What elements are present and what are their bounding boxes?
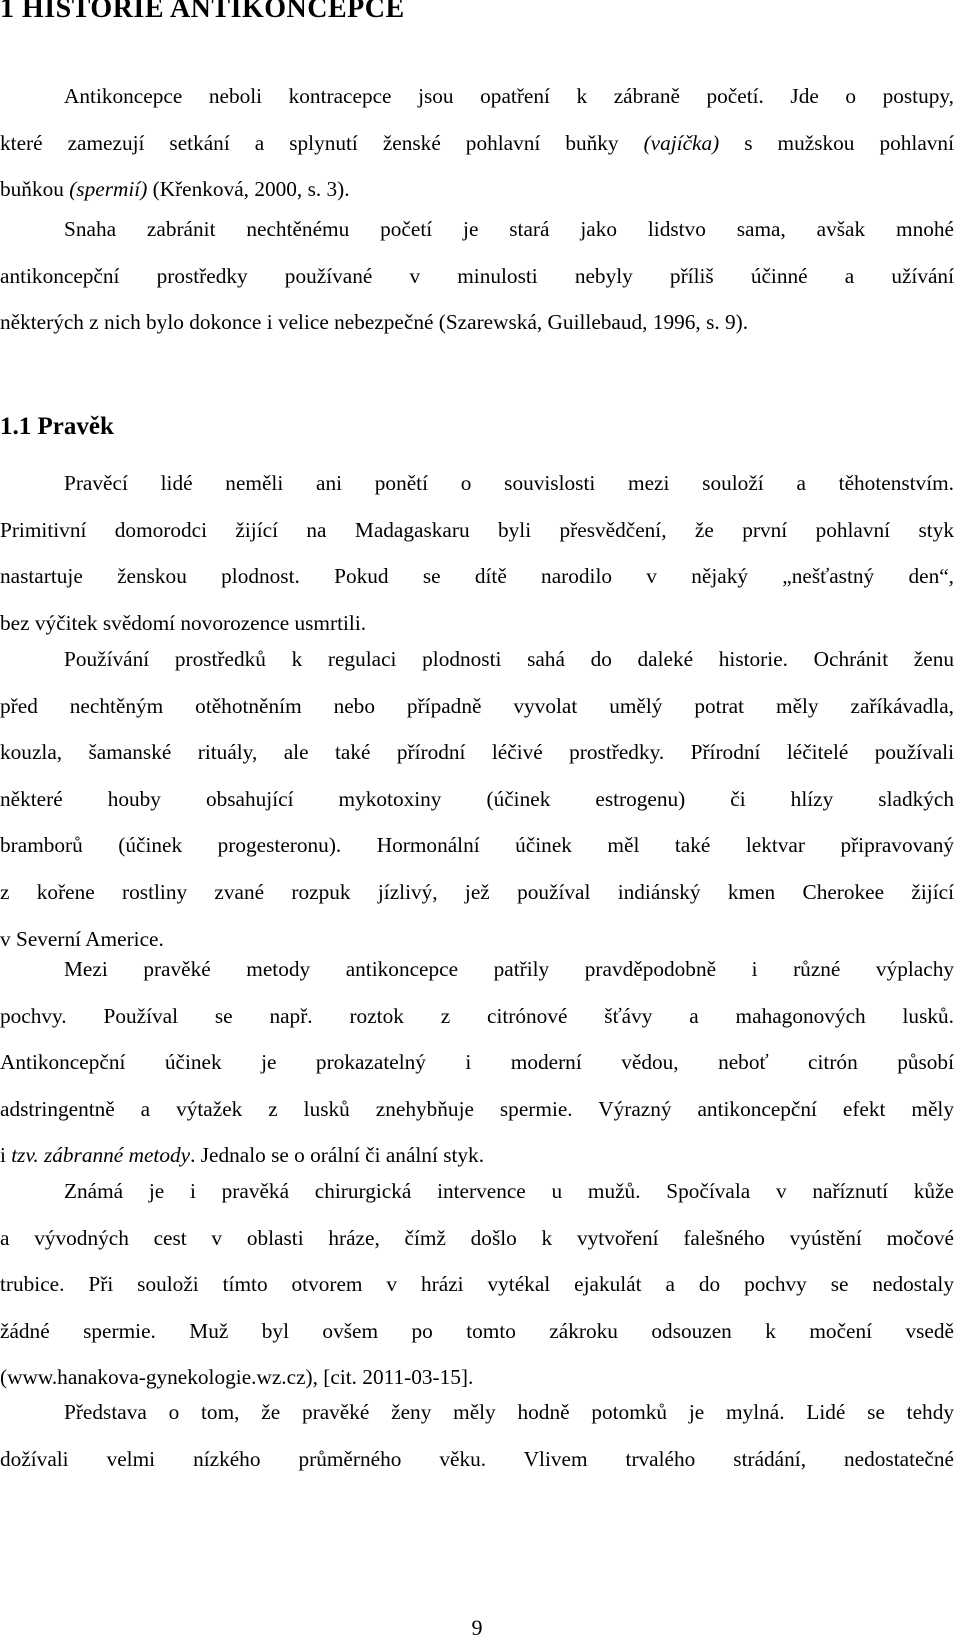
text-line: buňkou (spermií) (Křenková, 2000, s. 3). [0,177,350,202]
text-line: nastartuje ženskou plodnost. Pokud se dítě narodilo v nějaký „nešťastný den“, [0,564,954,589]
page-number: 9 [471,1615,483,1640]
text-line: bez výčitek svědomí novorozence usmrtili. [0,610,367,635]
paragraph-history-intro [0,206,954,346]
text-line: a vývodných cest v oblasti hráze, čímž došlo k vytvoření falešného vyústění močové [0,1225,954,1250]
text-line: trubice. Při souloži tímto otvorem v hrázi vytékal ejakulát a do pochvy se nedostaly [0,1272,954,1297]
text-line: Snaha zabránit nechtěnému početí je stará jako lidstvo sama, avšak mnohé [64,217,954,241]
text-line: kouzla, šamanské rituály, ale také přírodní léčivé prostředky. Přírodní léčitelé používali [0,740,954,765]
text-line: i tzv. zábranné metody. Jednalo se o orální či anální styk. [0,1143,485,1168]
text-line: některých z nich bylo dokonce i velice nebezpečné (Szarewská, Guillebaud, 1996, s. 9). [0,310,749,335]
text-line: bramborů (účinek progesteronu). Hormonální účinek měl také lektvar připravovaný [0,833,954,858]
chapter-heading: 1 HISTORIE ANTIKONCEPCE [0,0,405,24]
text-line: pochvy. Používal se např. roztok z citrónové šťávy a mahagonových lusků. [0,1003,954,1028]
text-line: žádné spermie. Muž byl ovšem po tomto zákroku odsouzen k močení vsedě [0,1318,954,1343]
text-line: Známá je i pravěká chirurgická intervence u mužů. Spočívala v naříznutí kůže [64,1179,954,1203]
text-line: (www.hanakova-gynekologie.wz.cz), [cit. 2011-03-15]. [0,1365,474,1390]
paragraph-prehistoric-women [0,1389,954,1482]
text-line: Představa o tom, že pravěké ženy měly hodně potomků je mylná. Lidé se tehdy [64,1400,954,1424]
text-line: Antikoncepce neboli kontracepce jsou opatření k zábraně početí. Jde o postupy, [64,84,954,108]
text-line: z kořene rostliny zvané rozpuk jízlivý, jež používal indiánský kmen Cherokee žijící [0,879,954,904]
paragraph-surgical-intervention [0,1168,954,1401]
text-line: Mezi pravěké metody antikoncepce patřily pravděpodobně i různé výplachy [64,957,954,981]
text-line: které zamezují setkání a splynutí ženské pohlavní buňky (vajíčka) s mužskou pohlavní [0,130,954,155]
text-line: adstringentně a výtažek z lusků znehybňuje spermie. Výrazný antikoncepční efekt měly [0,1096,954,1121]
text-line: dožívali velmi nízkého průměrného věku. Vlivem trvalého strádání, nedostatečné [0,1446,954,1471]
text-line: před nechtěným otěhotněním nebo případně vyvolat umělý potrat měly zaříkávadla, [0,693,954,718]
text-line: některé houby obsahující mykotoxiny (účinek estrogenu) či hlízy sladkých [0,786,954,811]
section-heading: 1.1 Pravěk [0,413,114,440]
paragraph-definition [0,73,954,213]
text-line: Antikoncepční účinek je prokazatelný i moderní vědou, neboť citrón působí [0,1050,954,1075]
paragraph-rinses [0,946,954,1179]
text-line: antikoncepční prostředky používané v minulosti nebyly příliš účinné a užívání [0,263,954,288]
text-line: Pravěcí lidé neměli ani ponětí o souvislosti mezi souloží a těhotenstvím. [64,471,954,495]
paragraph-natural-remedies [0,636,954,962]
text-line: Primitivní domorodci žijící na Madagaskaru byli přesvědčení, že první pohlavní styk [0,517,954,542]
text-line: v Severní Americe. [0,926,164,951]
text-line: Používání prostředků k regulaci plodnosti sahá do daleké historie. Ochránit ženu [64,647,954,671]
paragraph-prehistoric-beliefs [0,460,954,646]
